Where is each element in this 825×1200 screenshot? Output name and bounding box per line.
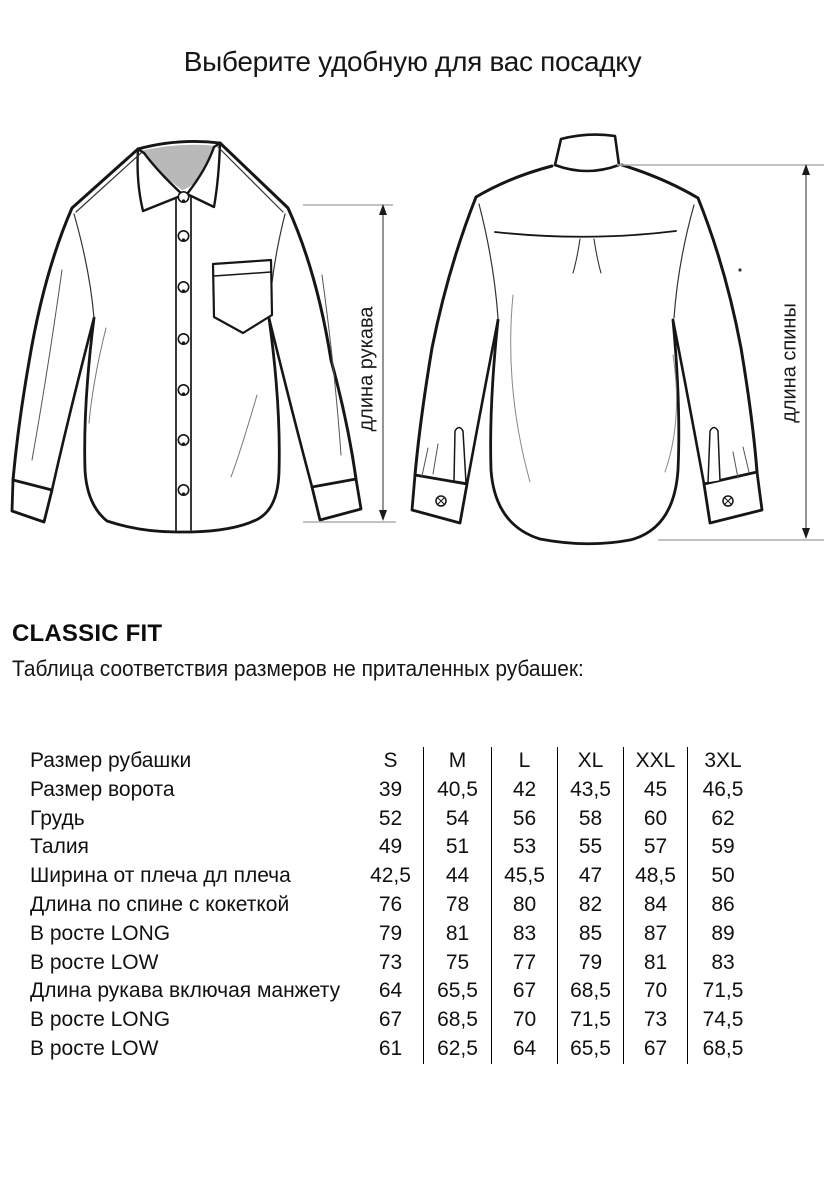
size-value: 78 bbox=[424, 891, 492, 920]
size-value: 74,5 bbox=[702, 1008, 744, 1032]
size-value: 62 bbox=[711, 806, 735, 830]
size-value: 52 bbox=[358, 805, 424, 834]
size-value: 53 bbox=[492, 833, 558, 862]
size-value: 48,5 bbox=[624, 862, 688, 891]
row-label: Грудь bbox=[30, 806, 85, 830]
size-column-header: XXL bbox=[624, 747, 688, 776]
size-value: 67 bbox=[624, 1035, 688, 1064]
sleeve-length-label: длина рукава bbox=[355, 306, 378, 432]
size-value: 49 bbox=[358, 833, 424, 862]
size-value: 70 bbox=[624, 977, 688, 1006]
size-value: 68,5 bbox=[424, 1006, 492, 1035]
size-value: 44 bbox=[424, 862, 492, 891]
size-value: 68,5 bbox=[702, 1036, 744, 1060]
size-value: 67 bbox=[358, 1006, 424, 1035]
row-label: В росте LONG bbox=[30, 921, 171, 945]
size-value: 43,5 bbox=[558, 776, 624, 805]
size-value: 61 bbox=[358, 1035, 424, 1064]
size-table-subtitle: Таблица соответствия размеров не приталенных рубашек: bbox=[12, 656, 584, 681]
size-value: 62,5 bbox=[424, 1035, 492, 1064]
classic-fit-heading: CLASSIC FIT bbox=[12, 620, 163, 647]
size-value: 83 bbox=[492, 920, 558, 949]
size-value: 81 bbox=[424, 920, 492, 949]
sleeve-length-dimension bbox=[303, 204, 396, 522]
size-value: 86 bbox=[711, 892, 735, 916]
size-column-header: S bbox=[358, 747, 424, 776]
size-value: 89 bbox=[711, 921, 735, 945]
size-value: 46,5 bbox=[702, 777, 744, 801]
back-length-label: длина спины bbox=[778, 303, 801, 423]
size-table bbox=[30, 747, 758, 1064]
size-value: 45 bbox=[624, 776, 688, 805]
size-value: 64 bbox=[358, 977, 424, 1006]
size-value: 81 bbox=[624, 949, 688, 978]
size-value: 71,5 bbox=[702, 979, 744, 1003]
row-label: Длина по спине с кокеткой bbox=[30, 892, 290, 916]
size-value: 83 bbox=[711, 950, 735, 974]
size-value: 60 bbox=[624, 805, 688, 834]
size-value: 55 bbox=[558, 833, 624, 862]
size-value: 70 bbox=[492, 1006, 558, 1035]
size-value: 39 bbox=[358, 776, 424, 805]
size-value: 42,5 bbox=[358, 862, 424, 891]
size-value: 82 bbox=[558, 891, 624, 920]
row-label: Длина рукава включая манжету bbox=[30, 979, 341, 1003]
size-value: 87 bbox=[624, 920, 688, 949]
size-column-header: XL bbox=[558, 747, 624, 776]
size-value: 73 bbox=[358, 949, 424, 978]
size-column-header: M bbox=[424, 747, 492, 776]
row-label: В росте LOW bbox=[30, 950, 159, 974]
size-value: 80 bbox=[492, 891, 558, 920]
row-label: Талия bbox=[30, 835, 89, 859]
size-value: 64 bbox=[492, 1035, 558, 1064]
size-value: 71,5 bbox=[558, 1006, 624, 1035]
size-value: 79 bbox=[558, 949, 624, 978]
size-value: 65,5 bbox=[558, 1035, 624, 1064]
size-value: 75 bbox=[424, 949, 492, 978]
size-column-header: 3XL bbox=[704, 749, 742, 772]
size-value: 40,5 bbox=[424, 776, 492, 805]
size-value: 51 bbox=[424, 833, 492, 862]
size-value: 84 bbox=[624, 891, 688, 920]
size-value: 57 bbox=[624, 833, 688, 862]
size-value: 77 bbox=[492, 949, 558, 978]
row-label: Размер ворота bbox=[30, 777, 175, 801]
row-label: Ширина от плеча дл плеча bbox=[30, 864, 291, 888]
size-value: 42 bbox=[492, 776, 558, 805]
size-value: 58 bbox=[558, 805, 624, 834]
size-value: 67 bbox=[492, 977, 558, 1006]
row-label: В росте LOW bbox=[30, 1036, 159, 1060]
size-value: 47 bbox=[558, 862, 624, 891]
size-value: 68,5 bbox=[558, 977, 624, 1006]
size-value: 45,5 bbox=[492, 862, 558, 891]
size-value: 73 bbox=[624, 1006, 688, 1035]
size-value: 65,5 bbox=[424, 977, 492, 1006]
size-value: 85 bbox=[558, 920, 624, 949]
size-value: 76 bbox=[358, 891, 424, 920]
page-title: Выберите удобную для вас посадку bbox=[183, 46, 642, 77]
size-table-header-label: Размер рубашки bbox=[30, 749, 192, 772]
size-value: 59 bbox=[711, 835, 735, 859]
size-value: 56 bbox=[492, 805, 558, 834]
size-value: 79 bbox=[358, 920, 424, 949]
size-value: 54 bbox=[424, 805, 492, 834]
row-label: В росте LONG bbox=[30, 1008, 171, 1032]
size-column-header: L bbox=[492, 747, 558, 776]
size-value: 50 bbox=[711, 864, 735, 888]
